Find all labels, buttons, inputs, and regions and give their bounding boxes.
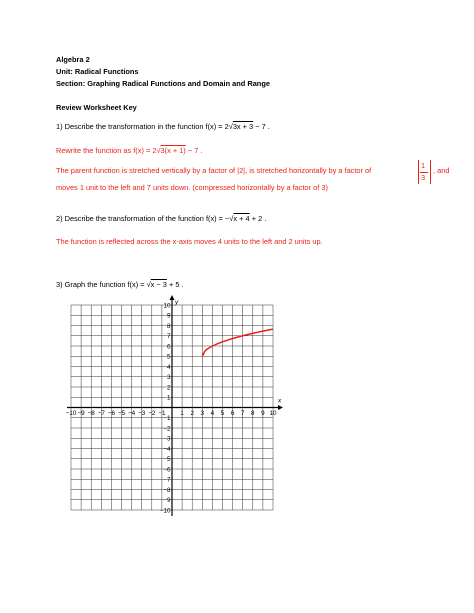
q1-rewrite-tail: − 7 .	[185, 146, 203, 155]
tick-labels	[66, 302, 277, 514]
q1-prompt-tail: − 7 .	[253, 122, 270, 131]
section-title: Section: Graphing Radical Functions and Domain and Range	[56, 79, 270, 88]
x-tick-label: 5	[220, 410, 225, 417]
y-tick-label: −4	[163, 445, 171, 453]
x-tick-label: −5	[117, 410, 126, 417]
q1-radicand: 3x + 3	[232, 122, 254, 131]
q1-prompt-text: 1) Describe the transformation in the function f(x) = 2	[56, 122, 229, 131]
y-tick-label: 7	[166, 333, 171, 341]
x-tick-label: 3	[200, 410, 205, 417]
y-tick-label: −7	[163, 476, 171, 484]
x-tick-label: 9	[261, 410, 265, 417]
x-axis-arrow-icon	[278, 405, 283, 410]
radical-sign: √	[156, 146, 161, 155]
fraction-denominator: 3	[421, 173, 426, 182]
worksheet-subtitle: Review Worksheet Key	[56, 103, 137, 112]
y-tick-label: −9	[163, 497, 171, 505]
y-tick-label: −2	[163, 425, 171, 433]
x-tick-label: 7	[240, 410, 245, 417]
q1-answer-line1-end: , and	[433, 166, 450, 175]
axes	[67, 295, 283, 516]
x-tick-label: 4	[210, 410, 215, 417]
y-tick-label: 1	[166, 394, 171, 402]
x-tick-label: −4	[128, 410, 136, 417]
y-axis-arrow-icon	[170, 295, 175, 300]
radical-sign: √	[146, 280, 151, 289]
q1-answer-line2: moves 1 unit to the left and 7 units down. (compressed horizontally by a factor of 3)	[56, 183, 328, 192]
q2-radicand: x + 4	[233, 214, 250, 223]
x-axis-label: x	[278, 397, 282, 405]
y-tick-label: 8	[166, 322, 171, 330]
y-tick-label: 4	[166, 363, 171, 371]
y-tick-label: 5	[166, 353, 171, 361]
x-tick-label: −8	[87, 410, 95, 417]
q2-answer: The function is reflected across the x-axis moves 4 units to the left and 2 units up.	[56, 237, 323, 246]
q1-rewrite-text: Rewrite the function as f(x) = 2	[56, 146, 157, 155]
series-layer	[202, 329, 273, 356]
y-tick-label: −5	[163, 456, 171, 464]
y-tick-label: 3	[166, 374, 171, 382]
course-title: Algebra 2	[56, 55, 90, 64]
radical-sign: √	[228, 122, 233, 131]
q1-answer-line1: The parent function is stretched vertically by a factor of |2|, is stretched horizontally by a factor of	[56, 166, 372, 175]
unit-title: Unit: Radical Functions	[56, 67, 139, 76]
radical-sign: √	[229, 214, 234, 223]
x-tick-label: 2	[190, 410, 194, 417]
x-tick-label: −7	[97, 410, 105, 417]
y-tick-label: −10	[159, 507, 171, 515]
y-tick-label: 6	[166, 343, 171, 351]
x-tick-label: 8	[251, 410, 255, 417]
x-tick-label: −9	[77, 410, 85, 417]
q1-rewrite-radicand: 3(x + 1)	[160, 146, 186, 155]
x-tick-label: 6	[230, 410, 235, 417]
x-tick-label: 10	[269, 410, 277, 417]
q3-prompt-tail: + 5 .	[166, 280, 184, 289]
x-tick-label: −2	[148, 410, 156, 417]
y-tick-label: −3	[163, 435, 171, 443]
y-tick-label: −1	[163, 415, 171, 423]
x-tick-label: −1	[158, 410, 166, 417]
q2-prompt-tail: + 2 .	[249, 214, 267, 223]
y-axis-label: y	[175, 299, 179, 306]
y-tick-label: −6	[163, 466, 171, 474]
x-tick-label: −6	[107, 410, 115, 417]
x-tick-label: −3	[138, 410, 146, 417]
y-tick-label: −8	[163, 486, 171, 494]
q2-prompt-text: 2) Describe the transformation of the function f(x) = −	[56, 214, 230, 223]
series-line	[202, 329, 273, 356]
q3-radicand: x − 3	[150, 280, 167, 289]
q3-prompt-text: 3) Graph the function f(x) =	[56, 280, 147, 289]
fraction-numerator: 1	[421, 161, 426, 170]
x-tick-label: 1	[180, 410, 184, 417]
y-tick-label: 10	[163, 302, 171, 310]
y-tick-label: 2	[166, 384, 171, 392]
x-tick-label: −10	[65, 410, 77, 417]
y-tick-label: 9	[166, 312, 171, 320]
